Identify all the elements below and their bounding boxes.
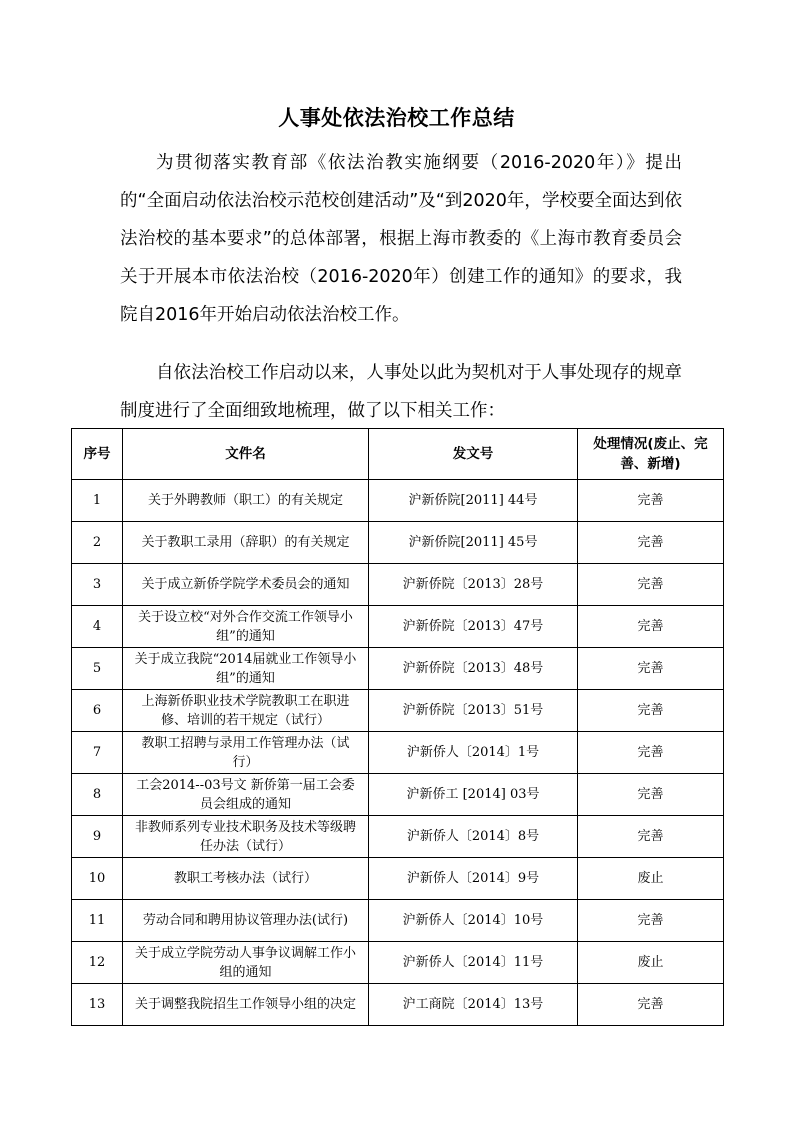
row-file-name: 工会2014--03号文 新侨第一届工会委员会组成的通知 — [123, 774, 369, 816]
row-file-name: 关于成立我院“2014届就业工作领导小组”的通知 — [123, 648, 369, 690]
document-title: 人事处依法治校工作总结 — [278, 106, 515, 130]
row-document-number: 沪新侨院〔2013〕51号 — [369, 690, 578, 732]
row-document-number: 沪新侨院[2011] 44号 — [369, 480, 578, 522]
row-handling-status: 完善 — [578, 480, 724, 522]
header-file-name: 文件名 — [123, 429, 369, 480]
header-serial-number: 序号 — [72, 429, 123, 480]
table-row — [72, 690, 724, 732]
row-document-number: 沪新侨院〔2013〕48号 — [369, 648, 578, 690]
row-file-name: 教职工考核办法（试行） — [123, 858, 369, 900]
row-handling-status: 废止 — [578, 858, 724, 900]
row-file-name: 关于设立校“对外合作交流工作领导小组”的通知 — [123, 606, 369, 648]
row-document-number: 沪新侨院〔2013〕28号 — [369, 564, 578, 606]
table-row — [72, 480, 724, 522]
row-document-number: 沪新侨人〔2014〕9号 — [369, 858, 578, 900]
header-document-number: 发文号 — [369, 429, 578, 480]
row-serial-number: 9 — [72, 816, 123, 858]
row-handling-status: 完善 — [578, 732, 724, 774]
row-serial-number: 7 — [72, 732, 123, 774]
row-document-number: 沪新侨人〔2014〕10号 — [369, 900, 578, 942]
row-handling-status: 完善 — [578, 984, 724, 1026]
row-file-name: 劳动合同和聘用协议管理办法(试行) — [123, 900, 369, 942]
row-serial-number: 8 — [72, 774, 123, 816]
row-handling-status: 完善 — [578, 522, 724, 564]
row-file-name: 上海新侨职业技术学院教职工在职进修、培训的若干规定（试行） — [123, 690, 369, 732]
row-serial-number: 4 — [72, 606, 123, 648]
row-document-number: 沪新侨人〔2014〕8号 — [369, 816, 578, 858]
row-document-number: 沪新侨人〔2014〕1号 — [369, 732, 578, 774]
table-row — [72, 774, 724, 816]
intro-paragraph: 为贯彻落实教育部《依法治教实施纲要（2016-2020年）》提出的“全面启动依法治校示范校创建活动”及“到2020年，学校要全面达到依法治校的基本要求”的总体部署，根据上海市教委的《上海市教育委员会关于开展本市依法治校（2016-2020年）创建工作的通知》的要求，我院自2016年开始启动依法治校工作。 — [120, 153, 682, 325]
row-document-number: 沪新侨人〔2014〕11号 — [369, 942, 578, 984]
row-serial-number: 13 — [72, 984, 123, 1026]
row-handling-status: 完善 — [578, 606, 724, 648]
header-handling-status: 处理情况(废止、完善、新增) — [578, 429, 724, 480]
row-document-number: 沪新侨院〔2013〕47号 — [369, 606, 578, 648]
row-file-name: 非教师系列专业技术职务及技术等级聘任办法（试行） — [123, 816, 369, 858]
row-handling-status: 完善 — [578, 816, 724, 858]
table-row — [72, 900, 724, 942]
table-row — [72, 564, 724, 606]
table-row — [72, 732, 724, 774]
row-handling-status: 废止 — [578, 942, 724, 984]
row-file-name: 关于外聘教师（职工）的有关规定 — [123, 480, 369, 522]
row-serial-number: 10 — [72, 858, 123, 900]
table-row — [72, 816, 724, 858]
row-serial-number: 2 — [72, 522, 123, 564]
row-handling-status: 完善 — [578, 774, 724, 816]
work-summary-paragraph: 自依法治校工作启动以来，人事处以此为契机对于人事处现存的规章制度进行了全面细致地梳理，做了以下相关工作： — [120, 363, 682, 421]
table-row — [72, 984, 724, 1026]
row-serial-number: 3 — [72, 564, 123, 606]
row-serial-number: 5 — [72, 648, 123, 690]
row-serial-number: 12 — [72, 942, 123, 984]
table-row — [72, 606, 724, 648]
row-handling-status: 完善 — [578, 900, 724, 942]
table-body — [72, 480, 724, 1026]
row-handling-status: 完善 — [578, 648, 724, 690]
row-serial-number: 6 — [72, 690, 123, 732]
regulations-table — [71, 428, 724, 1026]
table-row — [72, 522, 724, 564]
row-file-name: 关于成立新侨学院学术委员会的通知 — [123, 564, 369, 606]
table-row — [72, 858, 724, 900]
row-handling-status: 完善 — [578, 690, 724, 732]
row-document-number: 沪工商院〔2014〕13号 — [369, 984, 578, 1026]
table-header-row — [72, 429, 724, 480]
table-row — [72, 648, 724, 690]
row-handling-status: 完善 — [578, 564, 724, 606]
row-file-name: 教职工招聘与录用工作管理办法（试行） — [123, 732, 369, 774]
row-file-name: 关于调整我院招生工作领导小组的决定 — [123, 984, 369, 1026]
row-document-number: 沪新侨工 [2014] 03号 — [369, 774, 578, 816]
row-serial-number: 11 — [72, 900, 123, 942]
table-row — [72, 942, 724, 984]
row-file-name: 关于成立学院劳动人事争议调解工作小组的通知 — [123, 942, 369, 984]
row-file-name: 关于教职工录用（辞职）的有关规定 — [123, 522, 369, 564]
row-document-number: 沪新侨院[2011] 45号 — [369, 522, 578, 564]
row-serial-number: 1 — [72, 480, 123, 522]
